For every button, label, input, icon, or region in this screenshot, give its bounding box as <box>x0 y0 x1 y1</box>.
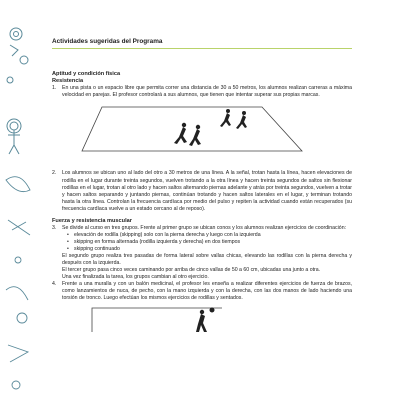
item-number: 1. <box>52 85 57 91</box>
subheading-resistencia: Resistencia <box>52 78 84 84</box>
paragraph-group-2: El segundo grupo realiza tres pasadas de forma lateral sobre vallas chicas, elevando las rodillas con la pierna derecha y después con la izquierda. <box>62 252 352 266</box>
figure-doodle-icon <box>7 119 21 154</box>
document-page <box>52 38 352 337</box>
leaf-doodle-icon <box>6 177 30 389</box>
bullet-item: • skipping continuado <box>74 246 352 253</box>
paragraph-group-3: El tercer grupo pasa cinco veces caminando por arriba de cinco vallas de 50 a 60 cm, ubicadas una junto a otra. <box>62 266 321 273</box>
list-item-3 <box>52 225 352 232</box>
coordination-bullet-list <box>52 232 352 253</box>
gears-doodle-icon <box>7 28 28 83</box>
item-text: Se divide al curso en tres grupos. Frente al primer grupo se ubican conos y los alumnos realizan ejercicios de coordinación: <box>62 224 347 231</box>
thrower-figure-icon <box>196 308 215 333</box>
list-item-2 <box>52 170 352 213</box>
page-title: Actividades sugeridas del Programa <box>52 38 163 45</box>
medicine-ball-illustration <box>52 302 352 332</box>
margin-illustration <box>0 0 42 400</box>
section-heading-fuerza: Fuerza y resistencia muscular <box>52 217 132 224</box>
item-number: 2. <box>52 170 57 177</box>
item-text: En una pista o un espacio libre que permita correr una distancia de 30 a 50 metros, los alumnos realizan carreras a máxima velocidad en parejas. El profesor controlará a sus alumnos, que tienen que intentar superar sus propias marcas. <box>62 85 352 99</box>
title-divider <box>52 48 352 49</box>
runners-icon <box>174 109 247 146</box>
bullet-item: • skipping en forma alternada (rodilla izquierda y derecha) en dos tiempos <box>74 239 352 246</box>
list-item-4 <box>52 281 352 303</box>
item-text: Los alumnos se ubican uno al lado del otro a 30 metros de una línea. A la señal, trotan hasta la línea, hacen elevaciones de rodilla en el lugar durante treinta segundos, vuelven trotando a la otra línea y hacen treinta segundos de saltos sin flexionar rodillas en el lugar, trotan al otro lado y hacen saltos alternando piernas adelante y atrás por treinta segundos, vuelven a trotar y hacen saltos separando y juntando piernas, continúan trotando y hacen saltos laterales en el lugar, y terminan trotando hasta la otra línea. Controlan la frecuencia cardíaca por medio del pulso y repiten la actividad cuando están recuperados (su frecuencia cardíaca vuelve a un estado cercano al de reposo). <box>62 170 352 213</box>
bullet-item: • elevación de rodilla (skipping) solo con la pierna derecha y luego con la izquierda <box>74 232 352 239</box>
list-item-1 <box>52 85 352 99</box>
item-number: 3. <box>52 224 57 231</box>
paragraph-rotation: Una vez finalizada la tarea, los grupos cambian al otro ejercicio. <box>62 273 209 280</box>
running-drill-illustration <box>52 99 352 165</box>
item-text: Frente a una muralla y con un balón medicinal, el profesor les enseña a realizar diferentes ejercicios de fuerza de brazos, como lanzamientos de nuca, de pecho, con la mano izquierda y con la derecha, con las dos manos de lado haciendo una torsión de tronco. Luego efectúan los mismos ejercicios de rodillas y sentados. <box>62 280 352 302</box>
section-heading-aptitud: Aptitud y condición física <box>52 71 121 77</box>
item-number: 4. <box>52 280 57 287</box>
